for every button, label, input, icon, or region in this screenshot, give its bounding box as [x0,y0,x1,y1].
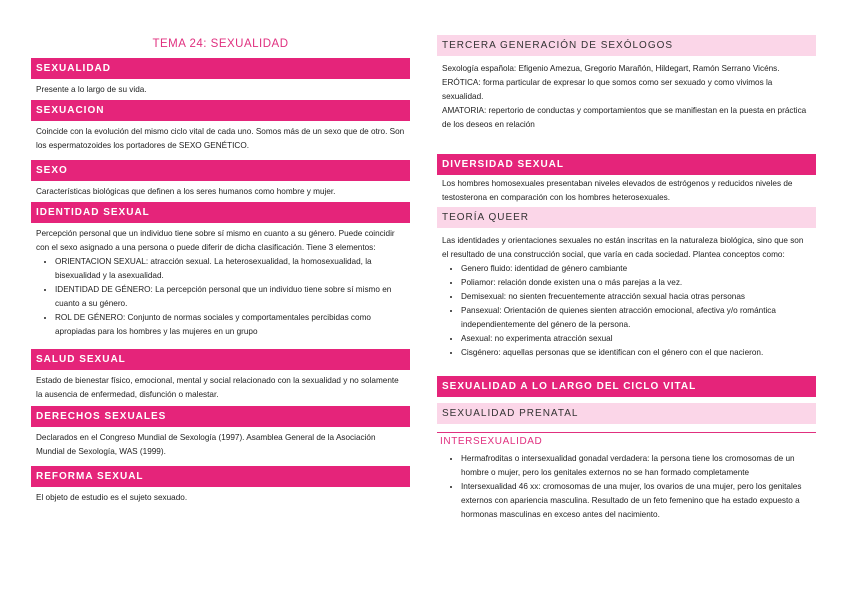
list-item: • Intersexualidad 46 xx: cromosomas de una mujer, los ovarios de una mujer, pero los genitales externos con apariencia masculina. Resultado de un feto femenino que ha estado expuesto a hormonas masculinas en exceso antes del nacimiento. [461,480,816,522]
list-item: • Genero fluido: identidad de género cambiante [461,262,816,276]
document-title: TEMA 24: SEXUALIDAD [152,38,289,50]
section-text-reforma-sexual: El objeto de estudio es el sujeto sexuado. [36,493,188,502]
section-heading-identidad-sexual: IDENTIDAD SEXUAL [31,202,410,223]
list-item: • ORIENTACION SEXUAL: atracción sexual. La heterosexualidad, la homosexualidad, la bisexualidad y la asexualidad. [55,255,410,283]
section-heading-derechos-sexuales: DERECHOS SEXUALES [31,406,410,427]
list-item: • ROL DE GÉNERO: Conjunto de normas sociales y comportamentales percibidas como apropiadas para los hombres y las mujeres en un grupo [55,311,410,339]
section-text-diversidad-sexual: Los hombres homosexuales presentaban niveles elevados de estrógenos y reducidos niveles de testosterona en comparación con los hombres heterosexuales. [442,179,793,202]
text-line: Sexología española: Efigenio Amezua, Gregorio Marañón, Hildegart, Ramón Serrano Vicéns. [442,64,780,73]
queer-bullet-list [437,262,816,376]
list-item: • Hermafroditas o intersexualidad gonadal verdadera: la persona tiene los cromosomas de un hombre o mujer, pero los genitales externos no se han formado completamente [461,452,816,480]
section-heading-teoria-queer: TEORÍA QUEER [437,207,816,228]
section-heading-ciclo-vital: SEXUALIDAD A LO LARGO DEL CICLO VITAL [437,376,816,397]
section-text-sexo: Características biológicas que definen a los seres humanos como hombre y mujer. [36,187,336,196]
section-heading-sexo: SEXO [31,160,410,181]
section-heading-sexualidad: SEXUALIDAD [31,58,410,79]
list-item: • Pansexual: Orientación de quienes sienten atracción emocional, afectiva y/o romántica independientemente del género de la persona. [461,304,816,332]
list-item: • Asexual: no experimenta atracción sexual [461,332,816,346]
tercera-generacion-body [437,62,816,154]
section-heading-tercera-generacion: TERCERA GENERACIÓN DE SEXÓLOGOS [437,35,816,56]
list-item: • Poliamor: relación donde existen una o más parejas a la vez. [461,276,816,290]
identidad-bullet-list [31,255,410,349]
text-line: AMATORIA: repertorio de conductas y comportamientos que se manifiestan en la puesta en práctica de los deseos en relación [442,106,807,129]
section-text-sexuacion: Coincide con la evolución del mismo ciclo vital de cada uno. Somos más de un sexo que de otro. Son los espermatozoides los portadores de SEXO GENÉTICO. [36,127,405,150]
section-text-salud-sexual: Estado de bienestar físico, emocional, mental y social relacionado con la sexualidad y no solamente la ausencia de enfermedad, disfunción o malestar. [36,376,399,399]
intersex-bullet-list [437,452,816,522]
section-text-derechos-sexuales: Declarados en el Congreso Mundial de Sexología (1997). Asamblea General de la Asociación Mundial de Sexología, WAS (1999). [36,433,376,456]
section-heading-sexuacion: SEXUACION [31,100,410,121]
right-column [437,0,816,522]
text-line: ERÓTICA: forma particular de expresar lo que somos como ser sexuado y como vivimos la sexualidad. [442,78,773,101]
section-heading-salud-sexual: SALUD SEXUAL [31,349,410,370]
list-item: • IDENTIDAD DE GÉNERO: La percepción personal que un individuo tiene sobre sí mismo en cuanto a su género. [55,283,410,311]
list-item: • Demisexual: no sienten frecuentemente atracción sexual hacia otras personas [461,290,816,304]
list-item: • Cisgénero: aquellas personas que se identifican con el género con el que nacieron. [461,346,816,360]
section-text-identidad-sexual: Percepción personal que un individuo tiene sobre sí mismo en cuanto a su género. Puede coincidir con el sexo asignado a una persona o puede diferir de dicha clasificación. Tiene 3 elementos: [36,229,395,252]
section-text-sexualidad: Presente a lo largo de su vida. [36,85,147,94]
section-text-teoria-queer: Las identidades y orientaciones sexuales no están inscritas en la naturaleza biológica, sino que son el resultado de una construcción social, que varía en cada sociedad. Plantea conceptos como: [442,236,804,259]
section-heading-diversidad-sexual: DIVERSIDAD SEXUAL [437,154,816,175]
section-heading-sexualidad-prenatal: SEXUALIDAD PRENATAL [437,403,816,424]
section-heading-intersexualidad: INTERSEXUALIDAD [437,432,816,450]
section-heading-reforma-sexual: REFORMA SEXUAL [31,466,410,487]
left-column [31,0,410,505]
